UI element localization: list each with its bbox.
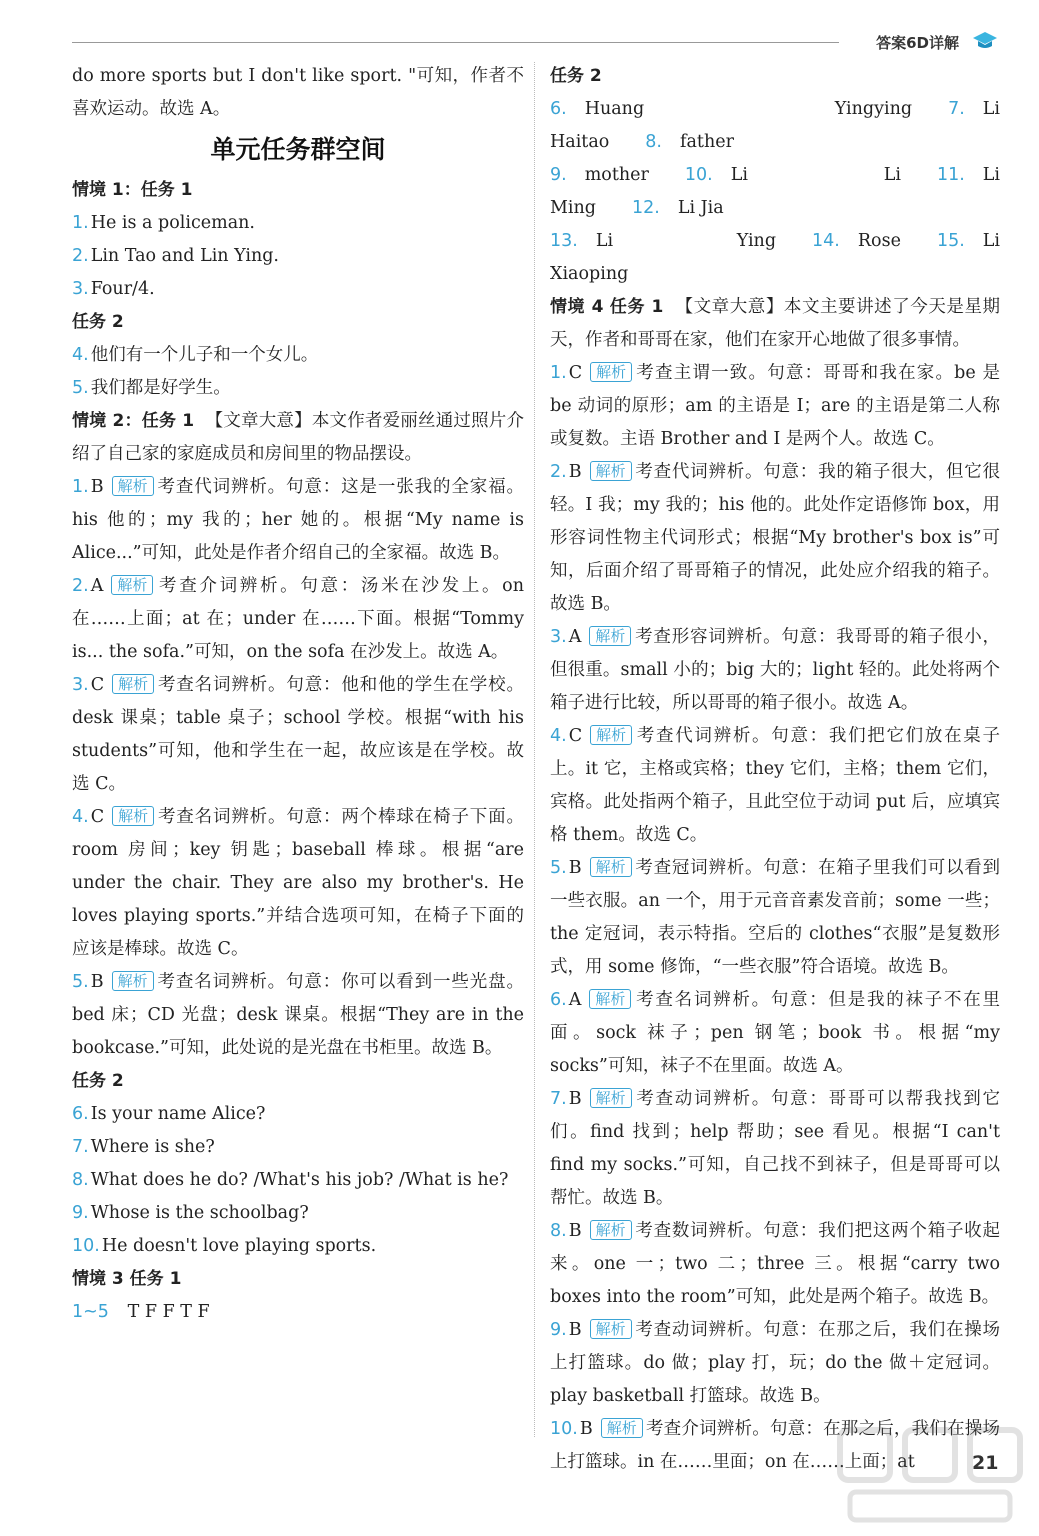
explanation-text: 考查数词辨析。句意：我们把这两个箱子收起来。one 一；two 二；three 三。根据“carry two boxes into the room”可知，此处是两个箱子。故选 B。 — [550, 1221, 1000, 1307]
item-number: 6. — [550, 99, 567, 119]
explanation-text: 考查动词辨析。句意：在那之后，我们在操场上打篮球。do 做；play 打，玩；do the 做＋定冠词。play basketball 打篮球。故选 B。 — [550, 1320, 1000, 1406]
scenario-4-intro: 【文章大意】本文主要讲述了今天是星期天，作者和哥哥在家，他们在家开心地做了很多事情。 — [550, 297, 1001, 350]
explained-answer-item — [72, 471, 524, 570]
scenario-4-block — [550, 291, 1000, 357]
answer-item — [72, 207, 524, 240]
analysis-tag: 解析 — [111, 575, 153, 595]
item-number: 2. — [72, 576, 89, 596]
answer-item — [72, 372, 524, 405]
item-number: 6. — [72, 1104, 89, 1124]
item-text: Where is she? — [90, 1137, 215, 1157]
answer-letter: B — [568, 1089, 582, 1109]
analysis-tag: 解析 — [590, 362, 632, 382]
answer-item — [72, 1230, 524, 1263]
explanation-text: 考查代词辨析。句意：这是一张我的全家福。his 他的；my 我的；her 她的。根据“My name is Alice...”可知，此处是作者介绍自己的全家福。故选 B。 — [72, 477, 524, 563]
item-number: 13. — [550, 231, 578, 251]
name-entry — [645, 132, 752, 152]
name-text: Huang Yingying — [584, 99, 913, 119]
explained-answer-item — [550, 621, 1000, 720]
scenario-2-task2-heading: 任务 2 — [72, 1071, 124, 1091]
explanation-text: 考查代词辨析。句意：我的箱子很大，但它很轻。I 我；my 我的；his 他的。此处作定语修饰 box，用形容词性物主代词形式；根据“My brother's box is”可知，后面介绍了哥哥箱子的情况，此处应介绍我的箱子。故选 B。 — [550, 462, 1000, 614]
explained-answer-item — [550, 1215, 1000, 1314]
item-number: 4. — [72, 345, 89, 365]
item-number: 10. — [684, 165, 713, 185]
explanation-text: 考查介词辨析。句意：在那之后，我们在操场上打篮球。in 在……里面；on 在……上面；at — [550, 1419, 1000, 1472]
scenario-2-block — [72, 405, 524, 471]
analysis-tag: 解析 — [590, 1220, 632, 1240]
answer-item — [72, 1197, 524, 1230]
watermark-logo — [830, 1420, 1030, 1530]
answer-letter: B — [568, 858, 582, 878]
explanation-text: 考查名词辨析。句意：两个棒球在椅子下面。room 房间；key 钥匙；baseball 棒球。根据“are under the chair. They are also my brother's. He loves playing sports.”并结合选项可知，在椅子下面的应该是棒球。故选 C。 — [72, 807, 524, 959]
item-number: 14. — [812, 231, 840, 251]
names-row — [550, 93, 1000, 159]
name-text: Li Ming — [550, 165, 1000, 218]
item-number: 15. — [936, 231, 965, 251]
analysis-tag: 解析 — [601, 1418, 643, 1438]
explained-answer-item — [550, 720, 1000, 852]
scenario-3-task2-heading: 任务 2 — [550, 66, 602, 86]
item-number: 9. — [550, 165, 567, 185]
item-number: 8. — [550, 1221, 567, 1241]
item-text: He is a policeman. — [90, 213, 255, 233]
cap-icon — [971, 30, 999, 50]
answer-item — [72, 240, 524, 273]
answer-letter: C — [568, 363, 583, 383]
answer-letter: C — [568, 726, 583, 746]
analysis-tag: 解析 — [590, 1088, 632, 1108]
name-text: father — [680, 132, 734, 152]
item-number: 9. — [550, 1320, 567, 1340]
scenario-1-list — [72, 207, 524, 306]
analysis-tag: 解析 — [590, 857, 632, 877]
item-number: 9. — [72, 1203, 89, 1223]
answer-letter: C — [90, 675, 105, 695]
name-entry — [550, 165, 667, 185]
scenario-3-answers — [72, 1296, 524, 1329]
name-entry — [550, 99, 930, 119]
scenario-2-list — [72, 471, 524, 1065]
explanation-text: 考查主谓一致。句意：哥哥和我在家。be 是 be 动词的原形；am 的主语是 I；are 的主语是第二人称或复数。主语 Brother and I 是两个人。故选 C。 — [550, 363, 1000, 449]
page-header — [72, 30, 999, 54]
tf-answers: T F F T F — [127, 1302, 210, 1322]
scenario-2-task2-list — [72, 1098, 524, 1263]
item-number: 12. — [632, 198, 660, 218]
item-text: What does he do? /What's his job? /What is he? — [90, 1170, 509, 1190]
answer-range: 1~5 — [72, 1302, 109, 1322]
item-number: 7. — [72, 1137, 89, 1157]
item-text: Four/4. — [90, 279, 155, 299]
explanation-text: 考查名词辨析。句意：他和他的学生在学校。desk 课桌；table 桌子；school 学校。根据“with his students”可知，他和学生在一起，故应该是在学校。故选 C。 — [72, 675, 524, 794]
answer-letter: B — [579, 1419, 593, 1439]
explained-answer-item — [550, 357, 1000, 456]
analysis-tag: 解析 — [590, 1319, 632, 1339]
item-text: Whose is the schoolbag? — [90, 1203, 309, 1223]
item-number: 3. — [72, 279, 89, 299]
name-entry — [812, 231, 919, 251]
scenario-1-task2-heading: 任务 2 — [72, 312, 124, 332]
name-text: Li Haitao — [550, 99, 1000, 152]
item-number: 10. — [72, 1236, 100, 1256]
answer-letter: C — [90, 807, 105, 827]
answer-letter: B — [90, 477, 104, 497]
item-number: 2. — [550, 462, 567, 482]
answer-item — [72, 1131, 524, 1164]
answer-letter: A — [568, 990, 582, 1010]
explanation-text: 考查形容词辨析。句意：我哥哥的箱子很小，但很重。small 小的；big 大的；light 轻的。此处将两个箱子进行比较，所以哥哥的箱子很小。故选 A。 — [550, 627, 1000, 713]
answer-item — [72, 339, 524, 372]
explanation-text: 考查动词辨析。句意：哥哥可以帮我找到它们。find 找到；help 帮助；see 看见。根据“I can't find my socks.”可知，自己找不到袜子，但是哥哥可以帮忙。故选 B。 — [550, 1089, 1000, 1208]
item-number: 5. — [72, 378, 89, 398]
explained-answer-item — [72, 966, 524, 1065]
item-number: 7. — [550, 1089, 567, 1109]
item-number: 1. — [550, 363, 567, 383]
explained-answer-item — [550, 852, 1000, 984]
name-entry — [685, 165, 919, 185]
answer-item — [72, 1098, 524, 1131]
section-title: 单元任务群空间 — [210, 135, 386, 164]
explanation-text: 考查名词辨析。句意：但是我的袜子不在里面。sock 袜子；pen 钢笔；book 书。根据“my socks”可知，袜子不在里面。故选 A。 — [550, 990, 1000, 1076]
item-number: 2. — [72, 246, 89, 266]
item-text: Is your name Alice? — [90, 1104, 266, 1124]
answer-item — [72, 273, 524, 306]
item-number: 11. — [936, 165, 965, 185]
left-column — [72, 60, 524, 1329]
name-text: Rose — [857, 231, 901, 251]
answer-letter: B — [568, 1221, 582, 1241]
name-text: Li Xiaoping — [550, 231, 1000, 284]
item-text: 他们有一个儿子和一个女儿。 — [90, 345, 319, 365]
scenario-1-heading: 情境 1：任务 1 — [72, 180, 193, 200]
item-number: 1. — [72, 477, 89, 497]
item-number: 3. — [550, 627, 567, 647]
analysis-tag: 解析 — [112, 806, 154, 826]
item-number: 4. — [72, 807, 89, 827]
name-entry — [550, 231, 794, 251]
explained-answer-item — [72, 801, 524, 966]
name-text: mother — [584, 165, 649, 185]
answer-letter: A — [568, 627, 582, 647]
scenario-2-heading: 情境 2：任务 1 — [72, 411, 195, 431]
answer-letter: B — [568, 462, 582, 482]
item-text: 我们都是好学生。 — [90, 378, 231, 398]
analysis-tag: 解析 — [112, 674, 154, 694]
item-number: 8. — [72, 1170, 89, 1190]
scenario-3-heading: 情境 3 任务 1 — [72, 1269, 182, 1289]
explained-answer-item — [550, 456, 1000, 621]
item-number: 3. — [72, 675, 89, 695]
item-number: 8. — [645, 132, 662, 152]
item-number: 7. — [948, 99, 965, 119]
page-number: 21 — [972, 1452, 999, 1474]
item-number: 1. — [72, 213, 89, 233]
names-row — [550, 159, 1000, 225]
name-text: Li Jia — [677, 198, 724, 218]
name-entry — [632, 198, 742, 218]
right-column — [550, 60, 1000, 1479]
answer-letter: B — [568, 1320, 582, 1340]
scenario-1-task2-list — [72, 339, 524, 405]
item-number: 5. — [72, 972, 89, 992]
analysis-tag: 解析 — [112, 971, 154, 991]
explained-answer-item — [72, 570, 524, 669]
answer-letter: B — [90, 972, 104, 992]
explanation-text: 考查代词辨析。句意：我们把它们放在桌子上。it 它，主格或宾格；they 它们，主格；them 它们，宾格。此处指两个箱子，且此空位于动词 put 后，应填宾格 them。故选 C。 — [550, 726, 1000, 845]
scenario-4-heading: 情境 4 任务 1 — [550, 297, 664, 317]
analysis-tag: 解析 — [112, 476, 154, 496]
analysis-tag: 解析 — [590, 725, 632, 745]
names-list — [550, 93, 1000, 291]
explained-answer-item — [550, 1314, 1000, 1413]
column-divider — [534, 62, 535, 1437]
scenario-4-list — [550, 357, 1000, 1479]
name-text: Li Li — [730, 165, 901, 185]
item-number: 4. — [550, 726, 567, 746]
analysis-tag: 解析 — [589, 989, 631, 1009]
analysis-tag: 解析 — [590, 461, 632, 481]
names-row — [550, 225, 1000, 291]
explanation-text: 考查冠词辨析。句意：在箱子里我们可以看到一些衣服。an 一个，用于元音音素发音前；some 一些；the 定冠词，表示特指。空后的 clothes“衣服”是复数形式，用 some 修饰，“一些衣服”符合语境。故选 B。 — [550, 858, 1000, 977]
answer-letter: A — [90, 576, 104, 596]
scenario-2-intro: 【文章大意】本文作者爱丽丝通过照片介绍了自己家的家庭成员和房间里的物品摆设。 — [72, 411, 524, 464]
explained-answer-item — [550, 984, 1000, 1083]
explained-answer-item — [550, 1083, 1000, 1215]
explanation-text: 考查名词辨析。句意：你可以看到一些光盘。bed 床；CD 光盘；desk 课桌。根据“They are in the bookcase.”可知，此处说的是光盘在书柜里。故选 B。 — [72, 972, 524, 1058]
item-number: 5. — [550, 858, 567, 878]
explained-answer-item — [72, 669, 524, 801]
analysis-tag: 解析 — [589, 626, 631, 646]
explanation-text: 考查介词辨析。句意：汤米在沙发上。on 在……上面；at 在；under 在……下面。根据“Tommy is... the sofa.”可知，on the sofa 在沙发上。故选 A。 — [72, 576, 524, 662]
item-number: 6. — [550, 990, 567, 1010]
name-text: Li Ying — [595, 231, 777, 251]
item-text: He doesn't love playing sports. — [101, 1236, 377, 1256]
item-text: Lin Tao and Lin Ying. — [90, 246, 279, 266]
header-rule — [72, 42, 839, 43]
answer-item — [72, 1164, 524, 1197]
intro-text: do more sports but I don't like sport. "可知，作者不喜欢运动。故选 A。 — [72, 66, 524, 119]
item-number: 10. — [550, 1419, 578, 1439]
header-title: 答案6D详解 — [876, 34, 959, 52]
